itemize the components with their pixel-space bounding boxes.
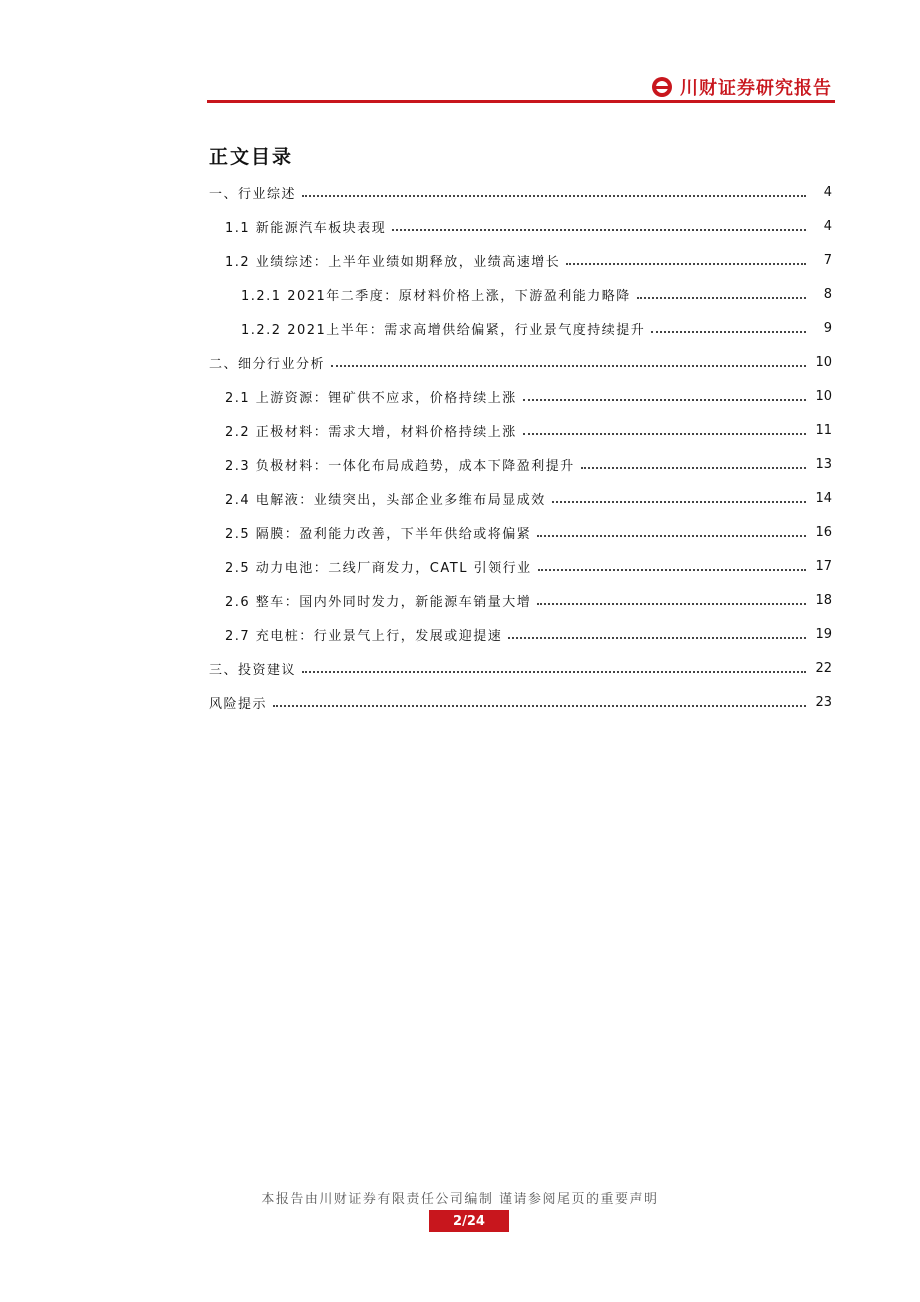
toc-dot-leader [392, 229, 806, 231]
toc-dot-leader [302, 195, 806, 197]
toc-entry-label: 2.1 上游资源：锂矿供不应求，价格持续上涨 [225, 390, 517, 406]
toc-entry-page: 11 [815, 422, 832, 438]
toc-entry-page: 8 [823, 286, 832, 302]
toc-dot-leader [508, 637, 806, 639]
toc-dot-leader [537, 535, 806, 537]
toc-entry[interactable] [225, 622, 832, 646]
toc-entry-page: 4 [823, 184, 832, 200]
toc-entry-page: 7 [823, 252, 832, 268]
toc-entry-page: 19 [815, 626, 832, 642]
toc-dot-leader [651, 331, 806, 333]
chuancai-logo-icon [652, 77, 672, 97]
toc-entry-page: 9 [823, 320, 832, 336]
toc-entry[interactable] [209, 690, 832, 714]
toc-entry-page: 4 [823, 218, 832, 234]
toc-entry-label: 2.5 隔膜：盈利能力改善，下半年供给或将偏紧 [225, 526, 532, 542]
toc-entry-label: 风险提示 [209, 696, 268, 712]
toc-dot-leader [537, 603, 806, 605]
toc-dot-leader [523, 399, 806, 401]
header-brand [652, 76, 832, 98]
toc-entry-page: 10 [815, 388, 832, 404]
toc-entry-label: 2.4 电解液：业绩突出，头部企业多维布局显成效 [225, 492, 546, 508]
toc-dot-leader [273, 705, 806, 707]
header-divider [207, 100, 835, 103]
toc-entry[interactable] [241, 282, 832, 306]
toc-dot-leader [581, 467, 806, 469]
page-number-badge: 2/24 [429, 1210, 509, 1232]
toc-entry-page: 16 [815, 524, 832, 540]
toc-entry[interactable] [225, 452, 832, 476]
toc-entry-label: 1.1 新能源汽车板块表现 [225, 220, 387, 236]
toc-dot-leader [302, 671, 806, 673]
toc-entry-label: 2.2 正极材料：需求大增，材料价格持续上涨 [225, 424, 517, 440]
toc-entry-page: 23 [815, 694, 832, 710]
toc-dot-leader [637, 297, 806, 299]
toc-entry-label: 1.2.2 2021上半年：需求高增供给偏紧，行业景气度持续提升 [241, 322, 646, 338]
toc-entry[interactable] [225, 384, 832, 408]
toc-entry-label: 1.2 业绩综述：上半年业绩如期释放，业绩高速增长 [225, 254, 561, 270]
toc-dot-leader [566, 263, 806, 265]
toc-dot-leader [331, 365, 806, 367]
toc-entry-page: 10 [815, 354, 832, 370]
toc-entry[interactable] [225, 214, 832, 238]
toc-dot-leader [523, 433, 806, 435]
toc-entry[interactable] [209, 350, 832, 374]
toc-entry-label: 1.2.1 2021年二季度：原材料价格上涨，下游盈利能力略降 [241, 288, 631, 304]
toc-entry[interactable] [225, 520, 832, 544]
toc-entry-label: 2.6 整车：国内外同时发力，新能源车销量大增 [225, 594, 532, 610]
toc-dot-leader [552, 501, 806, 503]
toc-entry-label: 二、细分行业分析 [209, 356, 326, 372]
toc-entry-label: 一、行业综述 [209, 186, 297, 202]
toc-entry-page: 13 [815, 456, 832, 472]
toc-entry[interactable] [225, 554, 832, 578]
toc-entry-page: 18 [815, 592, 832, 608]
toc-entry-label: 2.3 负极材料：一体化布局成趋势，成本下降盈利提升 [225, 458, 575, 474]
toc-entry-page: 22 [815, 660, 832, 676]
toc-entry[interactable] [209, 656, 832, 680]
footer-disclaimer: 本报告由川财证券有限责任公司编制 谨请参阅尾页的重要声明 [261, 1192, 659, 1207]
toc-entry-label: 2.5 动力电池：二线厂商发力，CATL 引领行业 [225, 560, 532, 576]
toc-entry[interactable] [241, 316, 832, 340]
toc-entry[interactable] [225, 486, 832, 510]
toc-title: 正文目录 [209, 146, 294, 168]
toc-entry[interactable] [209, 180, 832, 204]
toc-entry-page: 17 [815, 558, 832, 574]
toc-entry[interactable] [225, 588, 832, 612]
toc-dot-leader [538, 569, 806, 571]
toc-entry-label: 2.7 充电桩：行业景气上行，发展或迎提速 [225, 628, 503, 644]
toc-entry[interactable] [225, 418, 832, 442]
toc-entry-label: 三、投资建议 [209, 662, 297, 678]
toc-entry-page: 14 [815, 490, 832, 506]
toc-entry[interactable] [225, 248, 832, 272]
brand-name: 川财证券研究报告 [680, 78, 832, 99]
